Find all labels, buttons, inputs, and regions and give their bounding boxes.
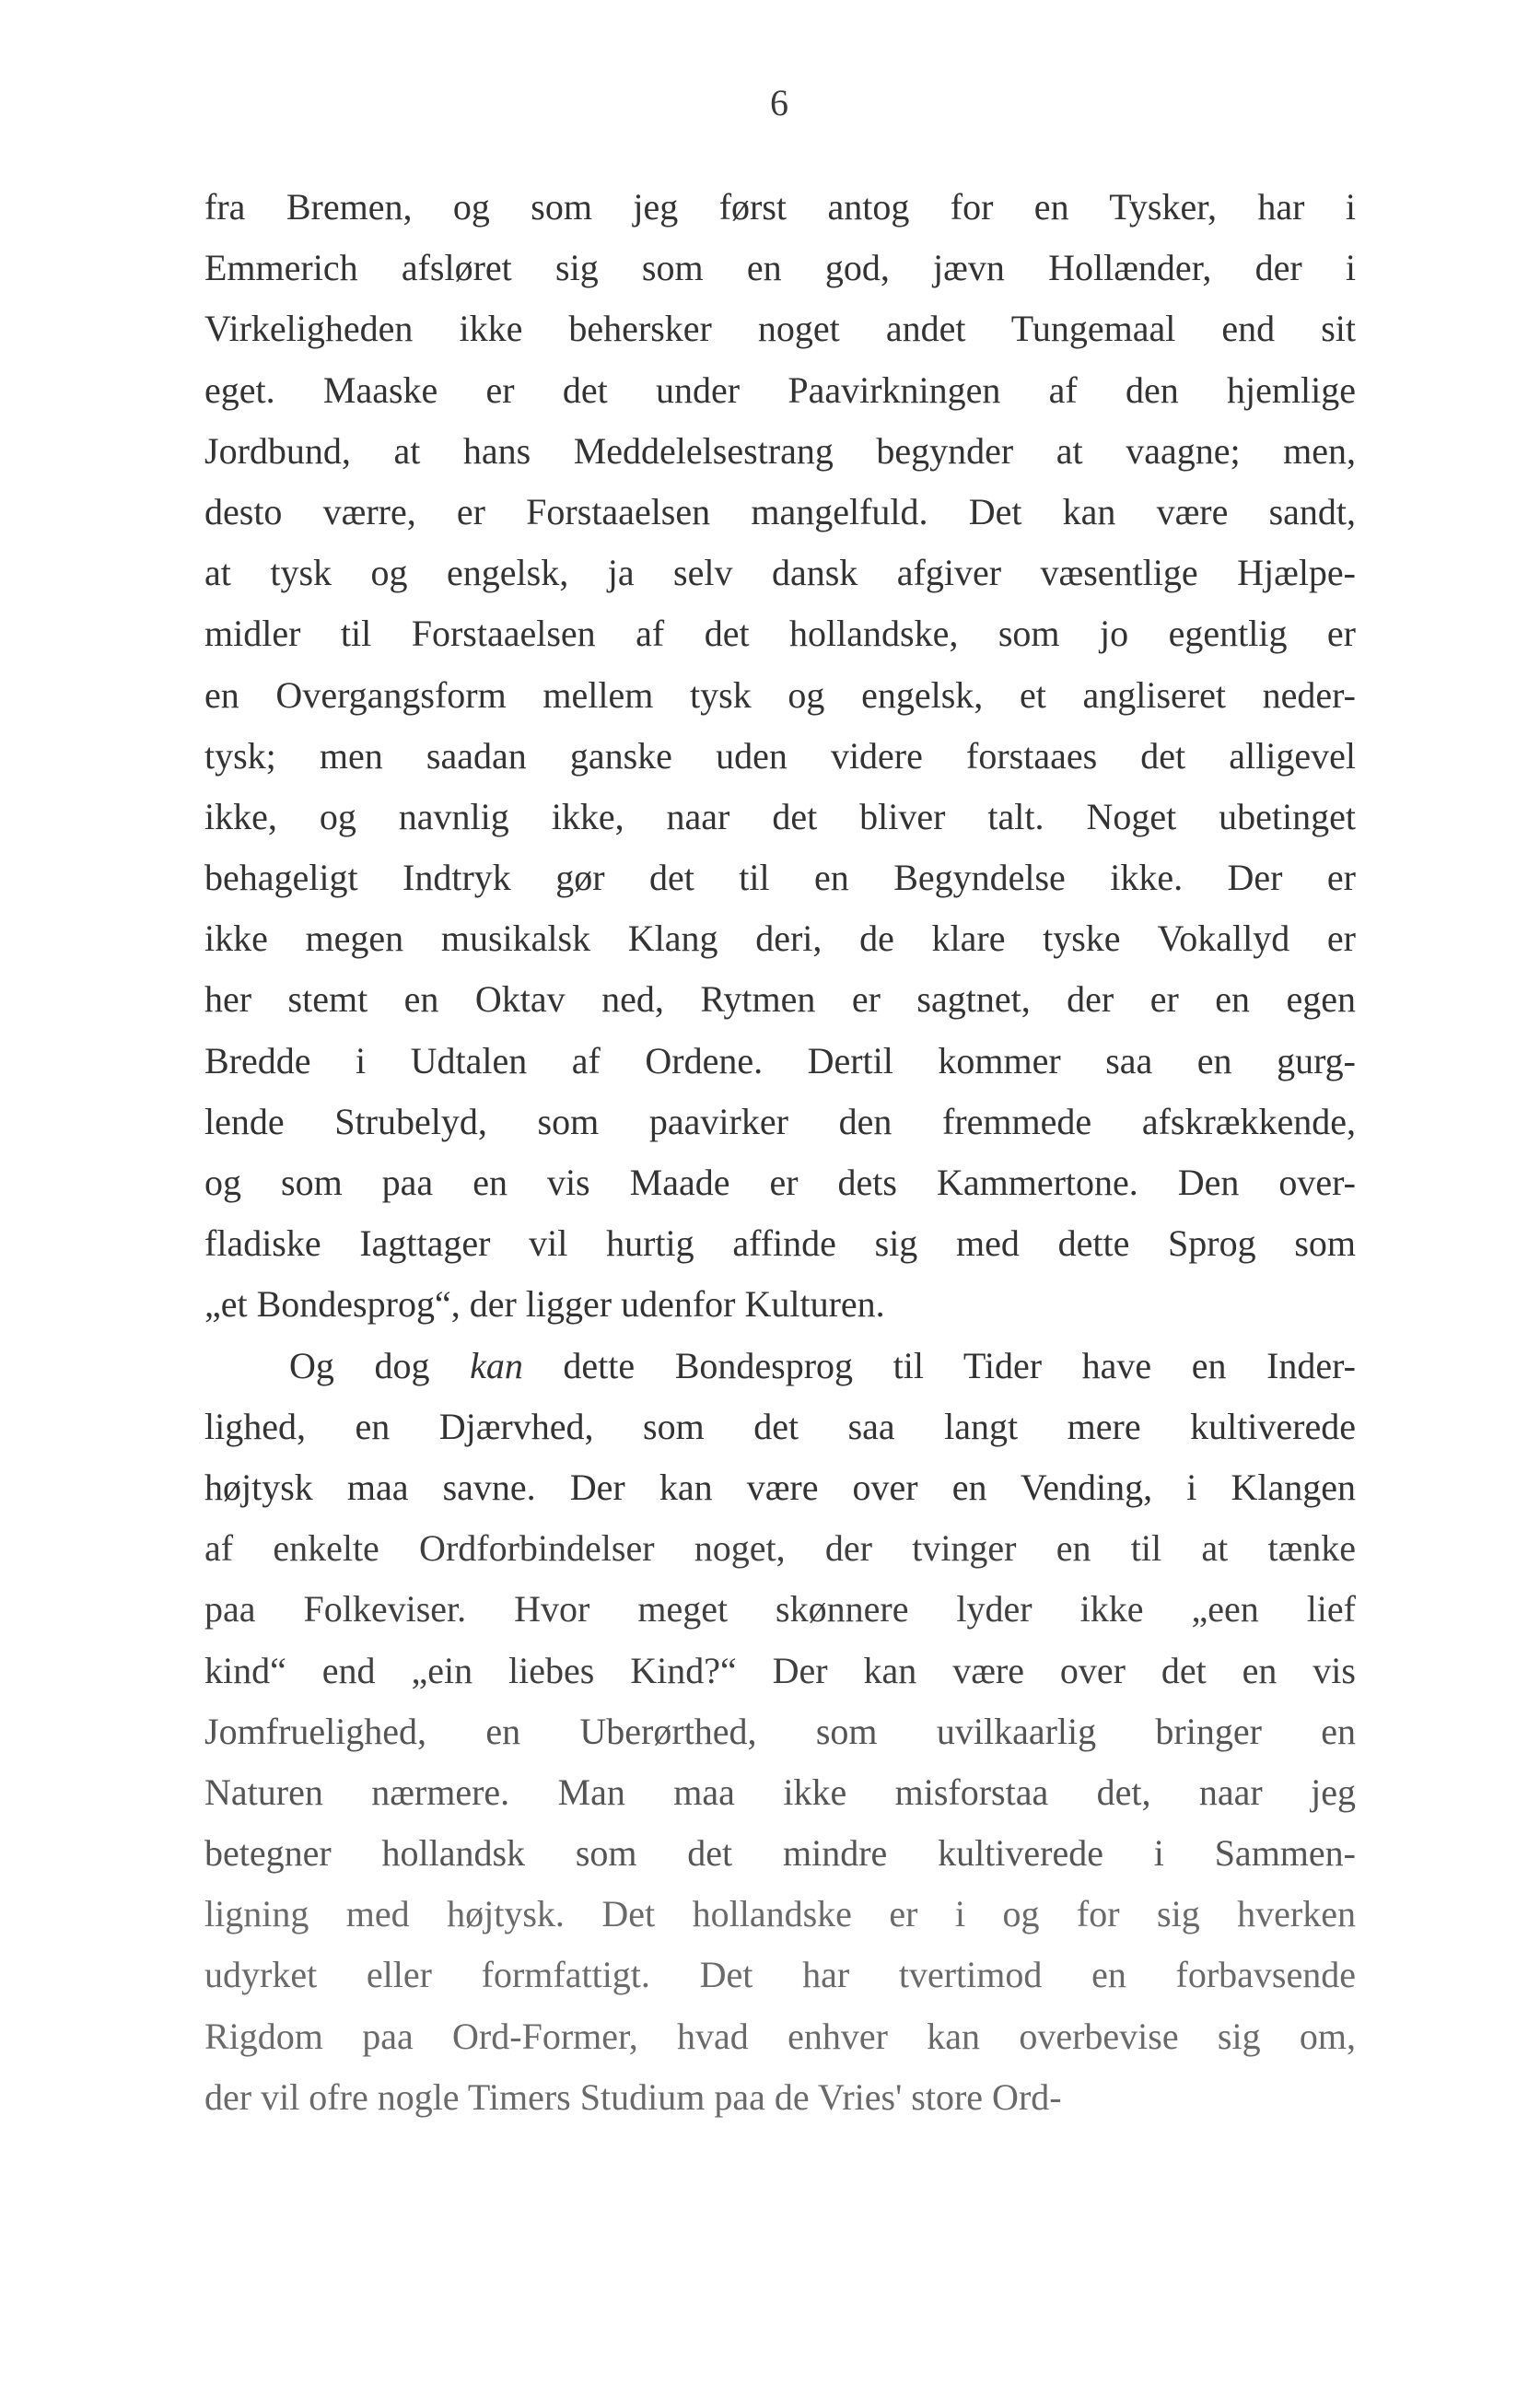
- text-line: „et Bondesprog“, der ligger udenfor Kulturen.: [204, 1283, 885, 1326]
- text-line: desto værre, er Forstaaelsen mangelfuld. Det kan være sandt,: [204, 490, 1356, 532]
- text-line: lende Strubelyd, som paavirker den fremmede afskrækkende,: [204, 1100, 1356, 1142]
- text-line: Naturen nærmere. Man maa ikke misforstaa det, naar jeg: [204, 1771, 1356, 1813]
- text-line: ikke, og navnlig ikke, naar det bliver talt. Noget ubetinget: [204, 795, 1356, 837]
- text-line: Jomfruelighed, en Uberørthed, som uvilkaarlig bringer en: [204, 1710, 1356, 1752]
- emphasis-word: kan: [470, 1344, 523, 1386]
- text-line: Bredde i Udtalen af Ordene. Dertil kommer saa en gurg-: [204, 1039, 1356, 1081]
- text-line: betegner hollandsk som det mindre kultiverede i Sammen-: [204, 1832, 1356, 1875]
- paragraph-2: [204, 1336, 1356, 2128]
- text-line: højtysk maa savne. Der kan være over en Vending, i Klangen: [204, 1466, 1356, 1508]
- text-line: fladiske Iagttager vil hurtig affinde sig med dette Sprog som: [204, 1222, 1356, 1265]
- text-line: Jordbund, at hans Meddelelsestrang begynder at vaagne; men,: [204, 429, 1356, 472]
- text-line: der vil ofre nogle Timers Studium paa de Vries' store Ord-: [204, 2075, 1062, 2118]
- text-line: eget. Maaske er det under Paavirkningen af den hjemlige: [204, 368, 1356, 411]
- text-line: behageligt Indtryk gør det til en Begyndelse ikke. Der er: [204, 857, 1356, 899]
- line-segment: dette Bondesprog til Tider have en Inder-: [522, 1344, 1356, 1386]
- text-line: lighed, en Djærvhed, som det saa langt mere kultiverede: [204, 1405, 1356, 1447]
- text-line: Virkeligheden ikke behersker noget andet Tungemaal end sit: [204, 308, 1356, 350]
- line-segment: Og dog: [289, 1344, 471, 1386]
- text-line: af enkelte Ordforbindelser noget, der tvinger en til at tænke: [204, 1527, 1356, 1570]
- text-line: og som paa en vis Maade er dets Kammertone. Den over-: [204, 1162, 1356, 1203]
- text-line: midler til Forstaaelsen af det hollandske, som jo egentlig er: [204, 613, 1356, 655]
- text-line: fra Bremen, og som jeg først antog for en Tysker, har i: [204, 186, 1356, 228]
- text-line: Emmerich afsløret sig som en god, jævn Hollænder, der i: [204, 247, 1356, 289]
- text-line: ikke megen musikalsk Klang deri, de klare tyske Vokallyd er: [204, 917, 1356, 960]
- text-line-first: [204, 1336, 1356, 1397]
- text-line: her stemt en Oktav ned, Rytmen er sagtnet, der er en egen: [204, 978, 1356, 1021]
- text-line: Rigdom paa Ord-Former, hvad enhver kan overbevise sig om,: [204, 2015, 1356, 2057]
- text-line: udyrket eller formfattigt. Det har tvertimod en forbavsende: [204, 1954, 1356, 1996]
- text-line: ligning med højtysk. Det hollandske er i og for sig hverken: [204, 1893, 1356, 1935]
- body-text: [204, 177, 1356, 2128]
- paragraph-1: [204, 177, 1356, 1336]
- text-line: tysk; men saadan ganske uden videre forstaaes det alligevel: [204, 734, 1356, 777]
- text-line: at tysk og engelsk, ja selv dansk afgiver væsentlige Hjælpe-: [204, 552, 1356, 594]
- text-line: kind“ end „ein liebes Kind?“ Der kan være over det en vis: [204, 1649, 1356, 1691]
- page-number: 6: [770, 82, 788, 123]
- text-line: en Overgangsform mellem tysk og engelsk, et angliseret neder-: [204, 673, 1356, 716]
- text-line: paa Folkeviser. Hvor meget skønnere lyder ikke „een lief: [204, 1588, 1356, 1630]
